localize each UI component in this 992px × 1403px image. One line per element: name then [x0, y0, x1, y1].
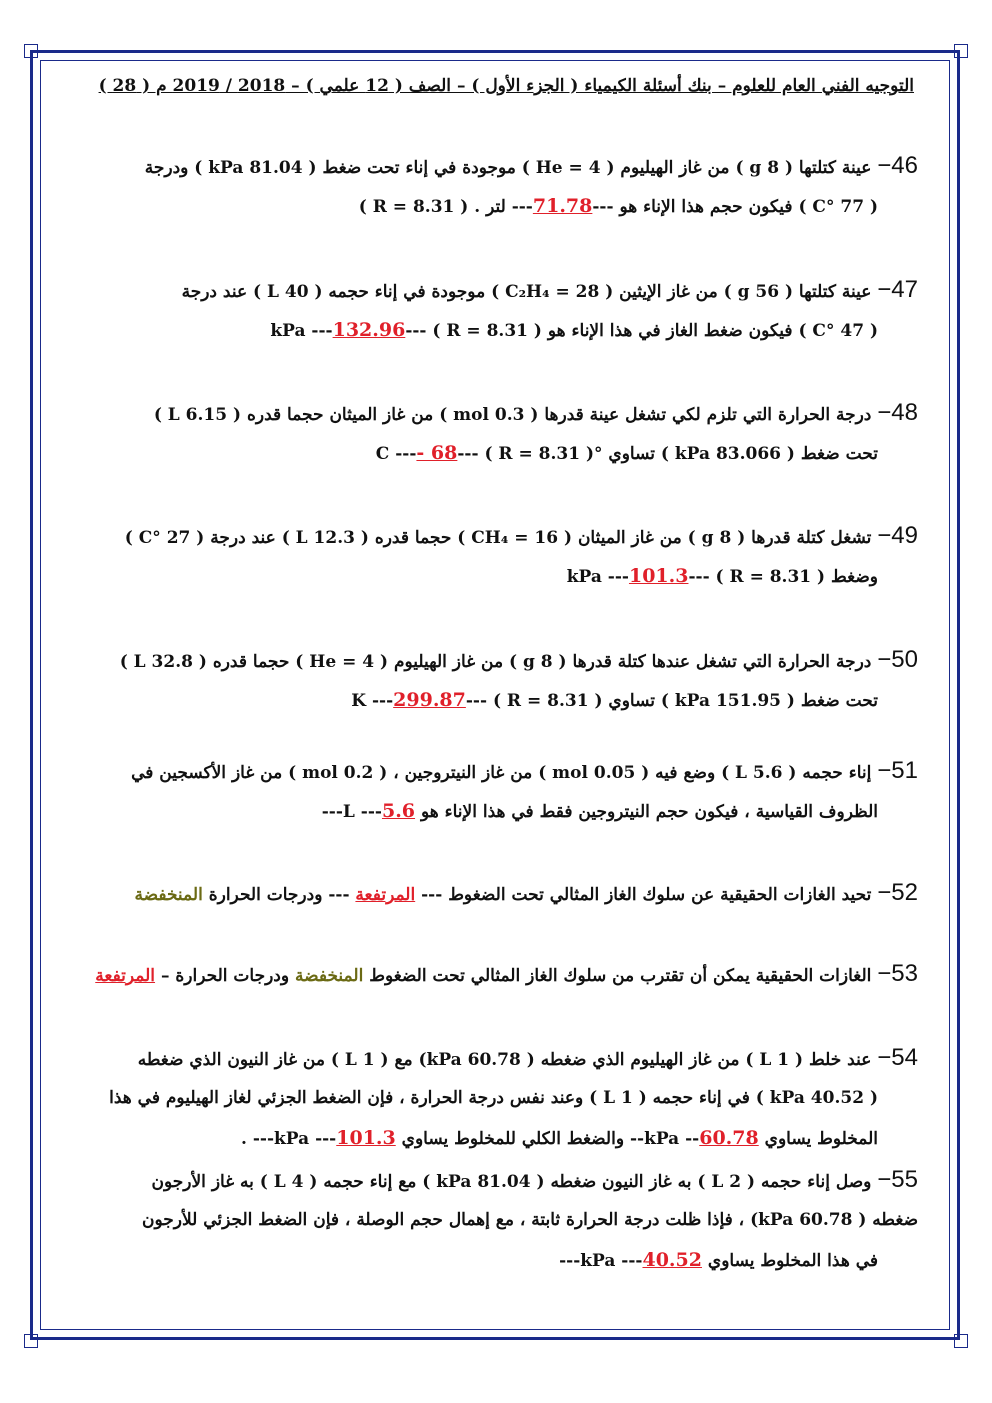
question-text: ( 40.52 kPa ) في إناء حجمه ( 1 L ) وعند نفس درجة الحرارة ، فإن الضغط الجزئي لغاز الهيليوم في هذا	[109, 1088, 878, 1108]
question-text: --- ( R = 8.31 )	[465, 691, 603, 711]
question-48	[68, 393, 918, 473]
corner-ornament	[954, 1334, 968, 1348]
question-52	[68, 873, 918, 913]
question-text: تحت ضغط ( 83.066 kPa ) تساوي °C ---	[375, 444, 878, 464]
question-text: --- ( R = 8.31 )	[457, 444, 594, 464]
answer: المنخفضة	[295, 966, 364, 986]
question-number: 55−	[877, 1166, 918, 1193]
question-55	[68, 1160, 918, 1280]
answer: المرتفعة	[355, 885, 416, 905]
question-text: عند خلط ( 1 L ) من غاز الهيليوم الذي ضغطه ( 60.78 kPa) مع ( 1 L ) من غاز النيون الذي ضغطه	[137, 1050, 878, 1070]
question-text: المخلوط يساوي kPa --	[644, 1129, 878, 1149]
question-text: -- والضغط الكلي للمخلوط يساوي kPa ---	[274, 1129, 645, 1149]
question-text: ( 77 °C ) فيكون حجم هذا الإناء هو ---	[592, 197, 878, 217]
question-text: --- ( R = 8.31 )	[688, 567, 826, 587]
question-text: الظروف القياسية ، فيكون حجم النيتروجين فقط في هذا الإناء هو L ---	[342, 802, 878, 822]
question-text: درجة الحرارة التي تشغل عندها كتلة قدرها ( g 8 ) من غاز الهيليوم ( He = 4 ) حجما قدره ( 32.8 L )	[119, 652, 878, 672]
question-text: تحت ضغط ( 151.95 kPa ) تساوي K ---	[351, 691, 878, 711]
question-number: 46−	[877, 152, 918, 179]
question-number: 51−	[877, 757, 918, 784]
question-text: --- .	[241, 1129, 275, 1149]
question-number: 48−	[877, 399, 918, 426]
question-text: إناء حجمه ( 5.6 L ) وضع فيه ( 0.05 mol ) من غاز النيتروجين ، ( 0.2 mol ) من غاز الأكسجين في	[131, 763, 878, 783]
question-number: 54−	[877, 1044, 918, 1071]
question-text: --- لتر . ( R = 8.31 )	[358, 197, 533, 217]
answer: 299.87	[393, 689, 466, 711]
question-46	[68, 146, 918, 226]
question-text: --- ودرجات الحرارة	[208, 885, 350, 905]
question-text: ---	[321, 802, 343, 822]
question-text: في هذا المخلوط يساوي kPa ---	[580, 1251, 878, 1271]
question-text: تشغل كتلة قدرها ( g 8 ) من غاز الميثان ( CH₄ = 16 ) حجما قدره ( 12.3 L ) عند درجة ( 27 °C )	[124, 528, 878, 548]
question-text: عينة كتلتها ( g 56 ) من غاز الإيثين ( C₂H₄ = 28 ) موجودة في إناء حجمه ( L 40 ) عند درجة	[181, 282, 878, 302]
question-text: وضغط kPa ---	[566, 567, 878, 587]
question-53	[68, 954, 918, 994]
question-number: 49−	[877, 522, 918, 549]
answer: 71.78	[532, 195, 593, 217]
question-text: الغازات الحقيقية يمكن أن تقترب من سلوك الغاز المثالي تحت الضغوط	[369, 966, 878, 986]
question-text: عينة كتلتها ( g 8 ) من غاز الهيليوم ( He = 4 ) موجودة في إناء تحت ضغط ( 81.04 kPa ) ودرجة	[144, 158, 878, 178]
corner-ornament	[24, 44, 38, 58]
page-header: التوجيه الفني العام للعلوم – بنك أسئلة الكيمياء ( الجزء الأول ) – الصف ( 12 علمي ) – 2018 / 2019 م ( 28 )	[98, 76, 914, 96]
answer: 101.3	[336, 1127, 396, 1149]
question-number: 52−	[877, 879, 918, 906]
answer: 101.3	[628, 565, 689, 587]
question-text: تحيد الغازات الحقيقية عن سلوك الغاز المثالي تحت الضغوط ---	[421, 885, 878, 905]
question-text: ( 47 °C ) فيكون ضغط الغاز في هذا الإناء هو kPa ---	[270, 321, 878, 341]
question-51	[68, 751, 918, 831]
question-number: 53−	[877, 960, 918, 987]
answer: المنخفضة	[134, 885, 203, 905]
question-text: ---	[559, 1251, 581, 1271]
question-text: درجة الحرارة التي تلزم لكي تشغل عينة قدرها ( 0.3 mol ) من غاز الميثان حجما قدره ( 6.15 L )	[153, 405, 878, 425]
question-text: --- ( R = 8.31 )	[405, 321, 542, 341]
question-number: 50−	[877, 646, 918, 673]
answer: 40.52	[642, 1249, 702, 1271]
question-50	[68, 640, 918, 720]
answer: - 68	[416, 442, 458, 464]
corner-ornament	[24, 1334, 38, 1348]
answer: 5.6	[381, 800, 416, 822]
question-number: 47−	[877, 276, 918, 303]
answer: 60.78	[699, 1127, 759, 1149]
question-text: ضغطه ( 60.78 kPa) ، فإذا ظلت درجة الحرارة ثابتة ، مع إهمال حجم الوصلة ، فإن الضغط الجزئي للأرجون	[142, 1210, 918, 1230]
question-text: ودرجات الحرارة –	[160, 966, 290, 986]
question-text: وصل إناء حجمه ( 2 L ) به غاز النيون ضغطه ( 81.04 kPa ) مع إناء حجمه ( 4 L ) به غاز الأرجون	[151, 1172, 878, 1192]
corner-ornament	[954, 44, 968, 58]
question-49	[68, 516, 918, 596]
question-54	[68, 1038, 918, 1158]
question-47	[68, 270, 918, 350]
answer: المرتفعة	[95, 966, 156, 986]
answer: 132.96	[332, 319, 406, 341]
